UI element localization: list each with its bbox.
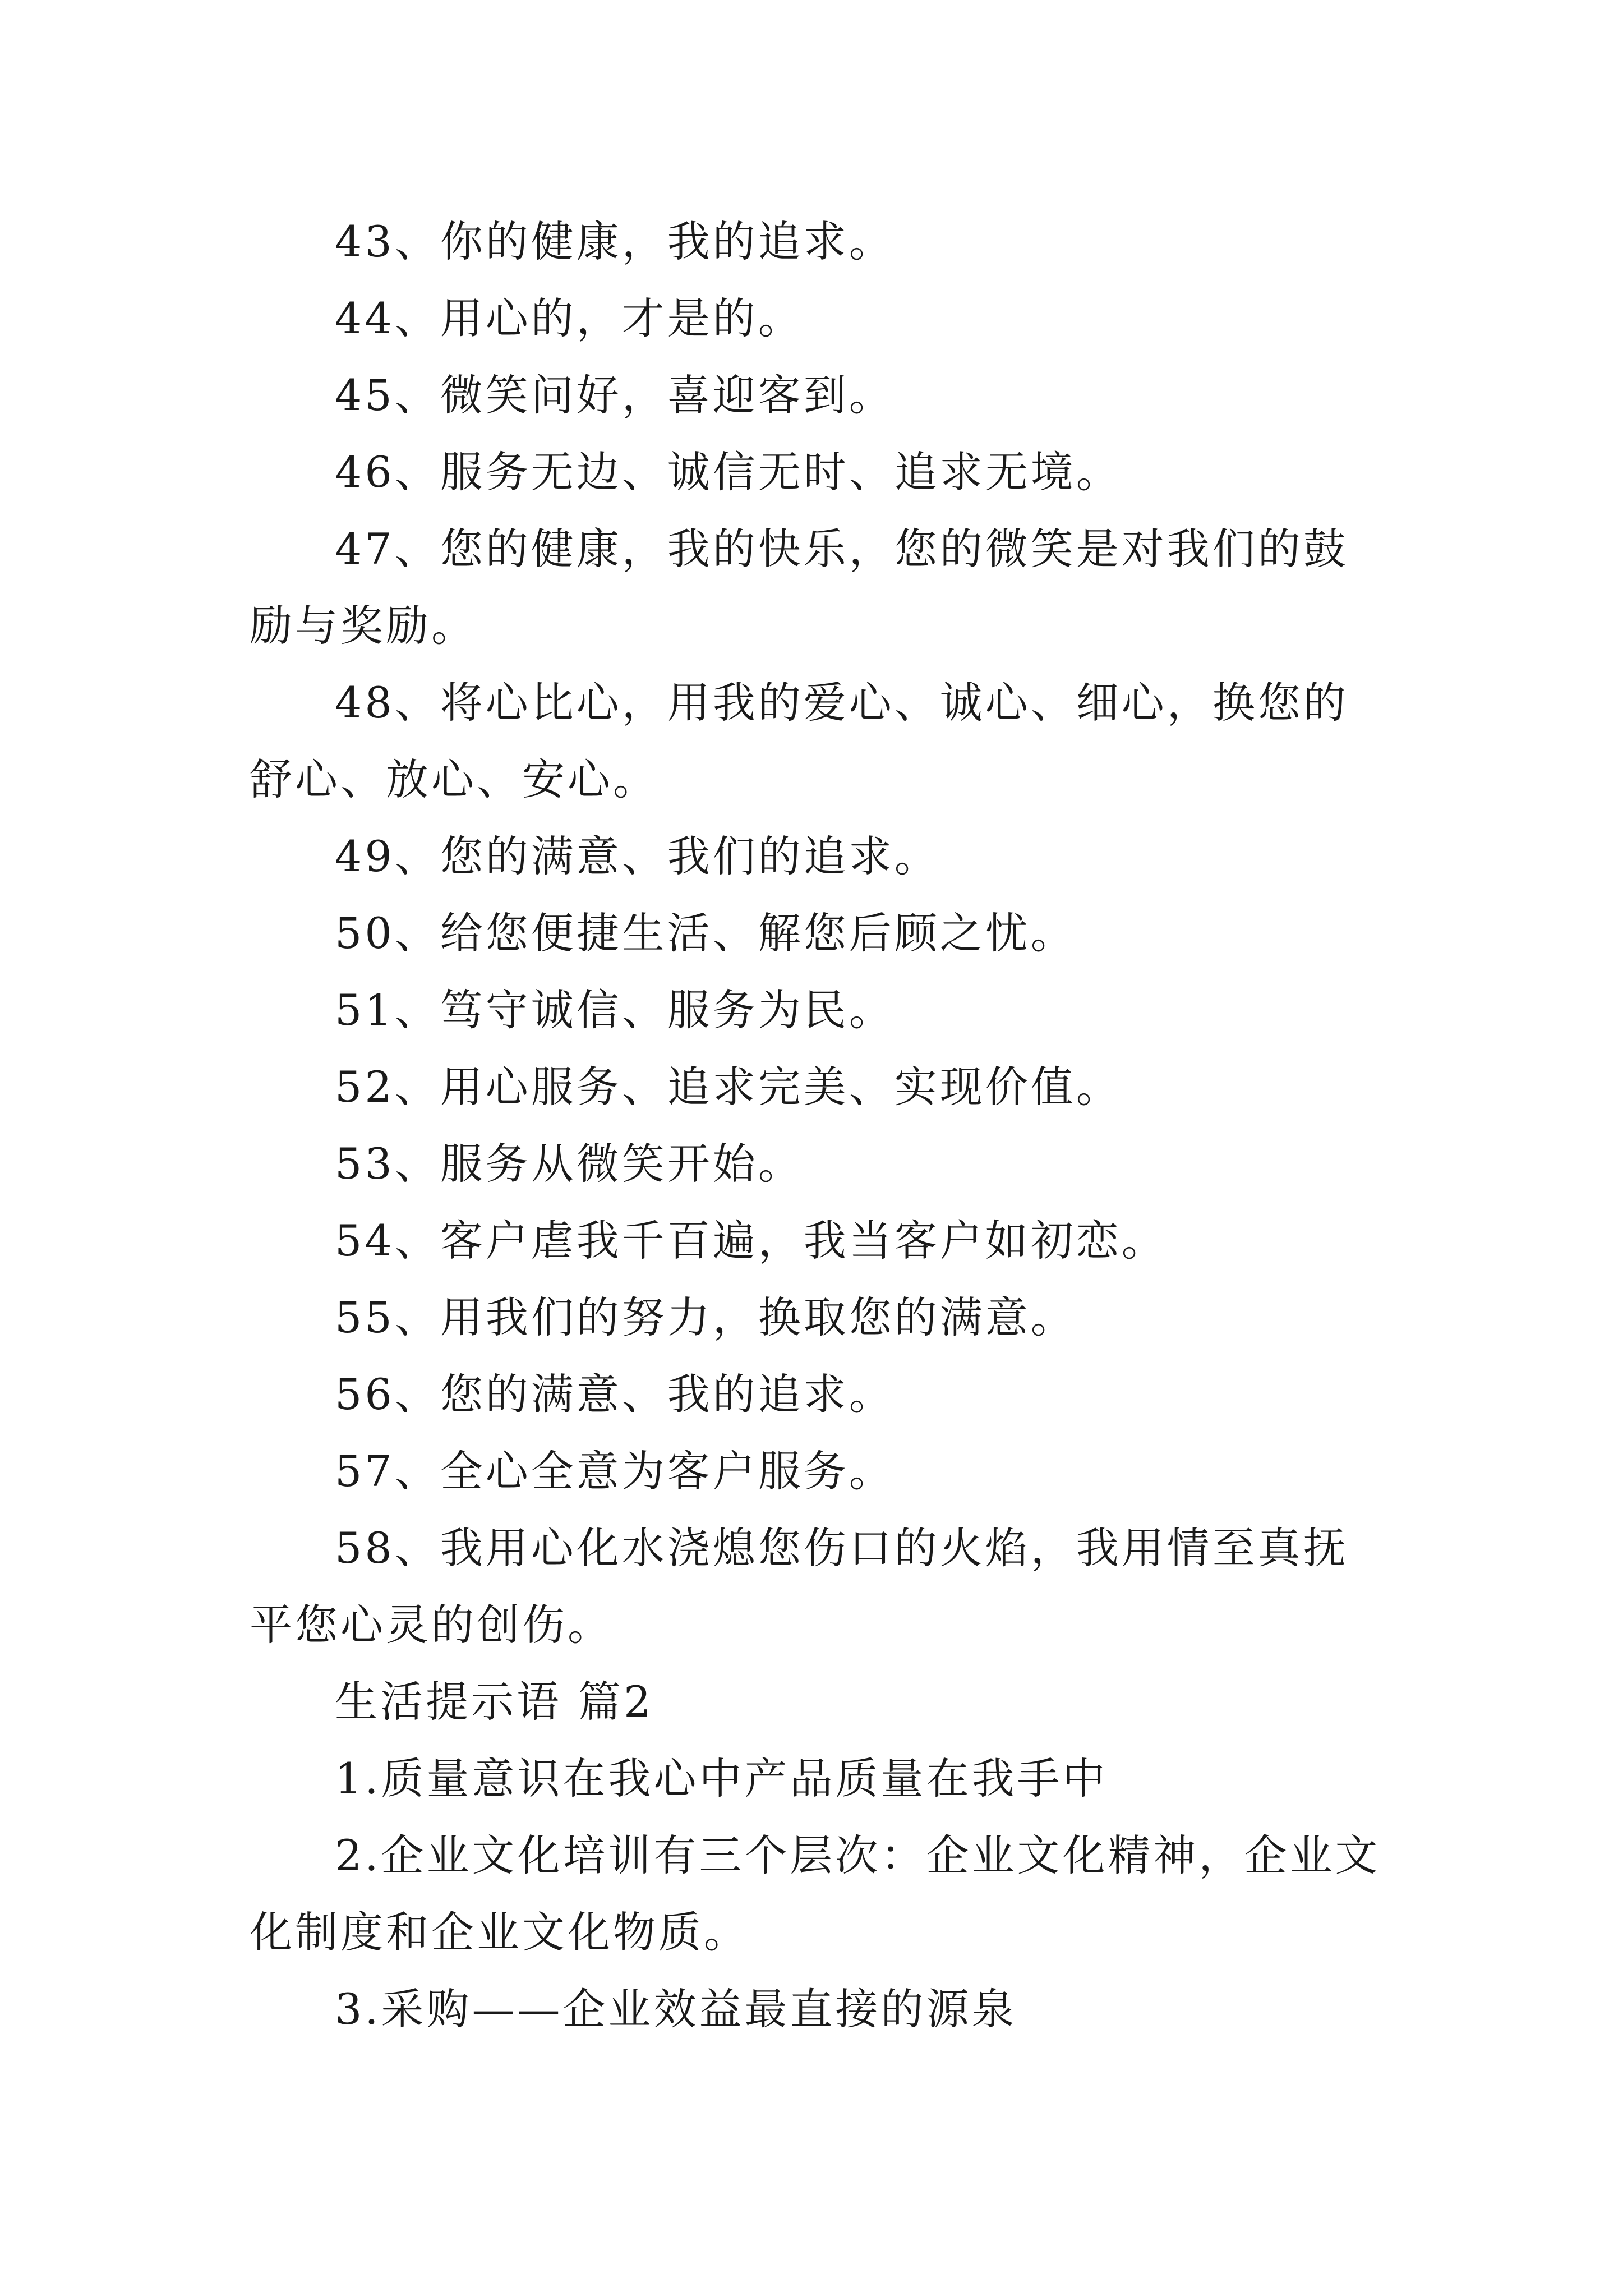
slogan-52: 52、用心服务、追求完美、实现价值。 [335,1062,1122,1112]
slogan-49: 49、您的满意、我们的追求。 [335,831,940,881]
slogan-47: 47、您的健康，我的快乐，您的微笑是对我们的鼓励与奖励。 [250,524,1349,651]
slogan-57: 57、全心全意为客户服务。 [335,1446,895,1496]
slogan-56: 56、您的满意、我的追求。 [335,1369,895,1419]
slogan-58: 58、我用心化水浇熄您伤口的火焰，我用情至真抚平您心灵的创伤。 [250,1523,1349,1650]
section-heading: 生活提示语 篇2 [335,1677,654,1727]
slogan-55: 55、用我们的努力，换取您的满意。 [335,1292,1076,1342]
slogan-46: 46、服务无边、诚信无时、追求无境。 [335,447,1122,497]
tip-1: 1.质量意识在我心中产品质量在我手中 [335,1754,1108,1803]
slogan-53: 53、服务从微笑开始。 [335,1139,804,1189]
slogan-51: 51、笃守诚信、服务为民。 [335,985,895,1035]
document-body [250,203,1388,2047]
slogan-48: 48、将心比心，用我的爱心、诚心、细心，换您的舒心、放心、安心。 [250,678,1349,804]
slogan-54: 54、客户虐我千百遍，我当客户如初恋。 [335,1216,1167,1266]
slogan-43: 43、你的健康，我的追求。 [335,217,895,266]
tip-3: 3.采购——企业效益最直接的源泉 [335,1984,1017,2034]
slogan-45: 45、微笑问好，喜迎客到。 [335,370,895,420]
slogan-44: 44、用心的，才是的。 [335,293,804,343]
slogan-50: 50、给您便捷生活、解您后顾之忧。 [335,908,1076,958]
tip-2: 2.企业文化培训有三个层次：企业文化精神，企业文化制度和企业文化物质。 [250,1830,1381,1957]
